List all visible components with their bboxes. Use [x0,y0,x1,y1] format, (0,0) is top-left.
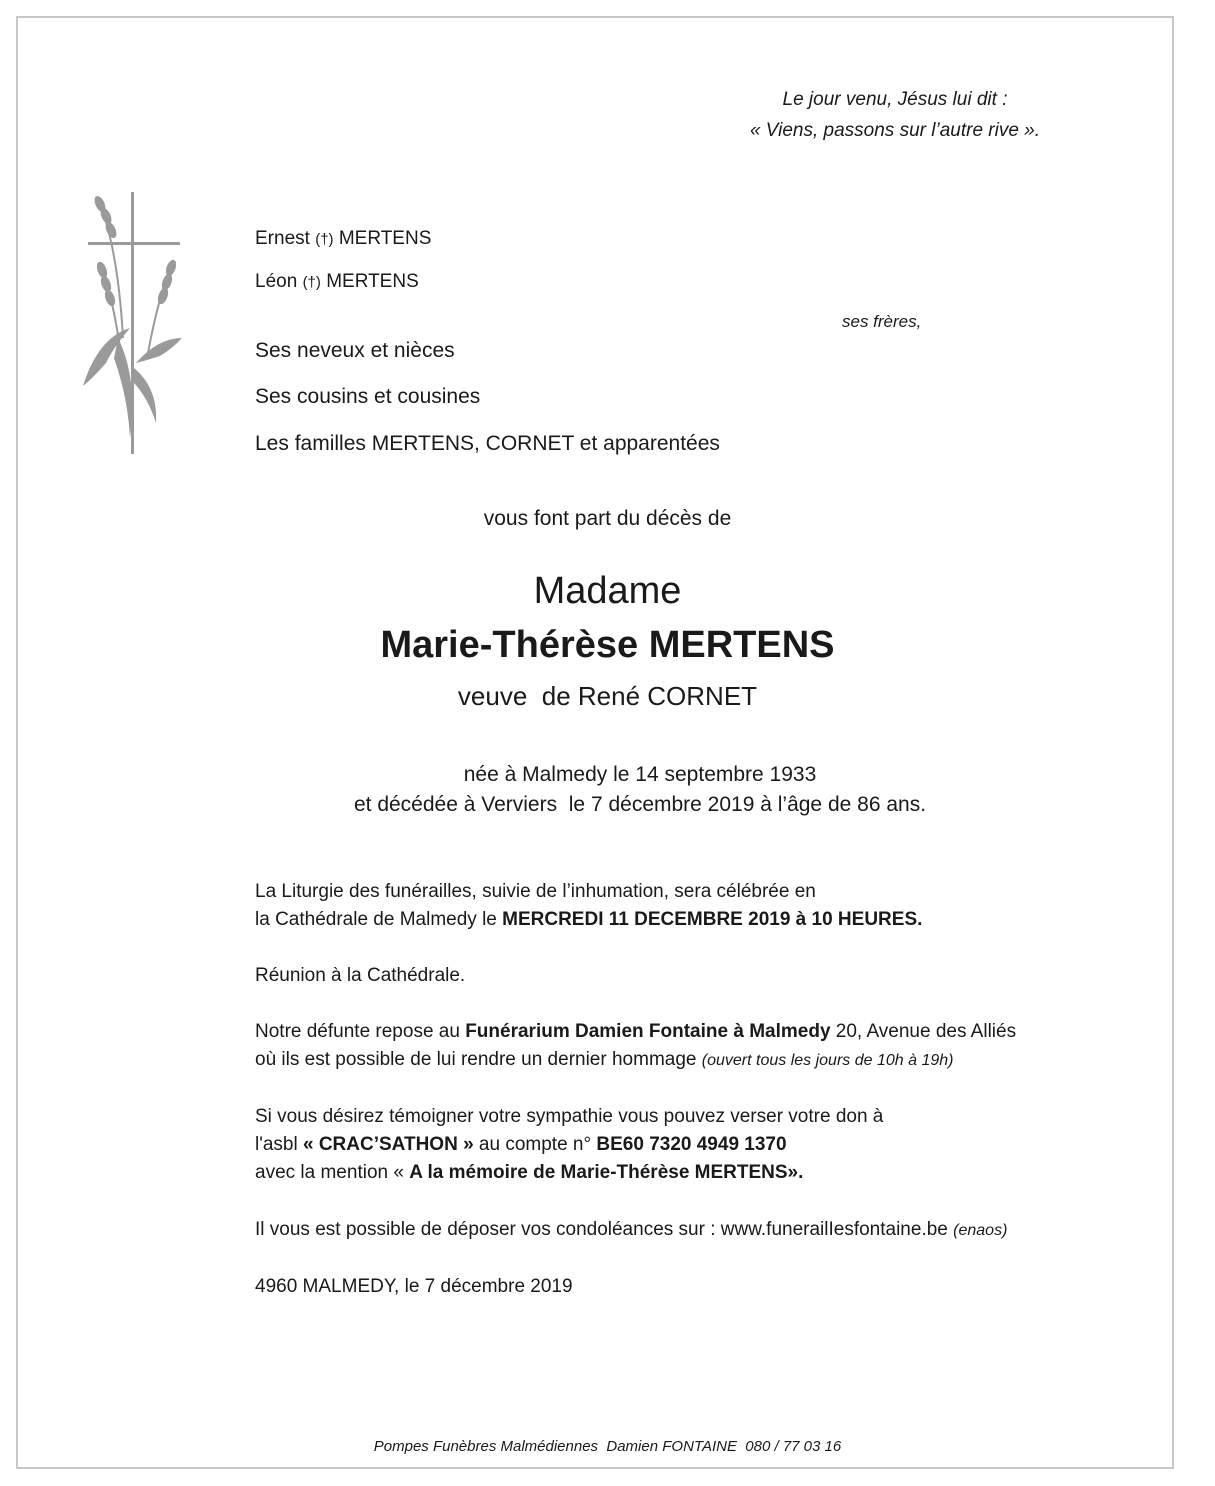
reunion-line: Réunion à la Cathédrale. [255,965,466,986]
rest-line-2 [255,1046,1016,1075]
donation-paragraph [255,1103,883,1187]
page-frame [16,16,1174,1469]
donation-text: avec la mention « [255,1162,410,1183]
funeral-home-name: Funérarium Damien Fontaine à Malmedy [465,1021,831,1042]
family-line: Les familles MERTENS, CORNET et apparentées [255,432,720,455]
donation-line-2 [255,1131,883,1159]
charity-name: « CRAC’SATHON » [302,1134,474,1155]
death-line: et décédée à Verviers le 7 décembre 2019 à l’âge de 86 ans. [353,793,927,816]
quote-line-1: Le jour venu, Jésus lui dit : [782,89,1008,110]
deceased-name: Marie-Thérèse MERTENS [380,624,835,666]
birth-death-dates [310,760,970,820]
rest-paragraph [255,1018,1016,1075]
rest-text: où ils est possible de lui rendre un dernier hommage [255,1049,702,1070]
place-date: 4960 MALMEDY, le 7 décembre 2019 [255,1276,573,1297]
rest-text: Notre défunte repose au [255,1021,466,1042]
donation-line-3 [255,1159,883,1187]
epigraph-quote [730,84,1060,146]
opening-hours: (ouvert tous les jours de 10h à 19h) [701,1052,954,1069]
donation-line-1: Si vous désirez témoigner votre sympathie vous pouvez verser votre don à [255,1106,884,1127]
quote-line-2: « Viens, passons sur l’autre rive ». [749,120,1041,141]
condolences-text: Il vous est possible de déposer vos condoléances sur : www.funerailIesfontaine.be [255,1219,954,1240]
footer-funeral-director: Pompes Funèbres Malmédiennes Damien FONTAINE 080 / 77 03 16 [373,1438,842,1455]
widow-of: veuve de René CORNET [457,681,758,711]
deceased-title: Madame [533,570,682,612]
sibling-ernest [255,228,431,250]
deceased-mark: (†) [302,274,321,291]
funeral-home-address: 20, Avenue des Alliés [830,1021,1017,1042]
rest-line-1 [255,1018,1016,1046]
deceased-mark: (†) [315,231,334,248]
donation-mention: A la mémoire de Marie-Thérèse MERTENS». [409,1162,804,1183]
bank-account: BE60 7320 4949 1370 [596,1134,787,1155]
liturgy-paragraph [255,878,922,934]
sibling-leon [255,271,419,293]
family-line: Ses cousins et cousines [255,385,481,408]
condolences-line [255,1216,1007,1245]
donation-text: l'asbl [255,1134,303,1155]
liturgy-line-2 [255,906,922,934]
liturgy-line-1: La Liturgie des funérailles, suivie de l’inhumation, sera célébrée en [255,881,816,902]
ceremony-datetime: MERCREDI 11 DECEMBRE 2019 à 10 HEURES. [502,909,923,930]
condolences-tag: (enaos) [953,1222,1008,1239]
cross-wheat-icon [78,188,188,458]
announcement: vous font part du décès de [483,507,732,530]
sibling-first-name: Léon [255,271,298,292]
liturgy-text: la Cathédrale de Malmedy le [255,909,503,930]
donation-text: au compte n° [473,1134,597,1155]
family-line: Ses neveux et nièces [255,339,455,362]
sibling-first-name: Ernest [255,228,310,249]
sibling-last-name: MERTENS [338,228,432,249]
sibling-last-name: MERTENS [326,271,419,292]
birth-line: née à Malmedy le 14 septembre 1933 [463,763,817,786]
siblings-label: ses frères, [842,312,922,331]
